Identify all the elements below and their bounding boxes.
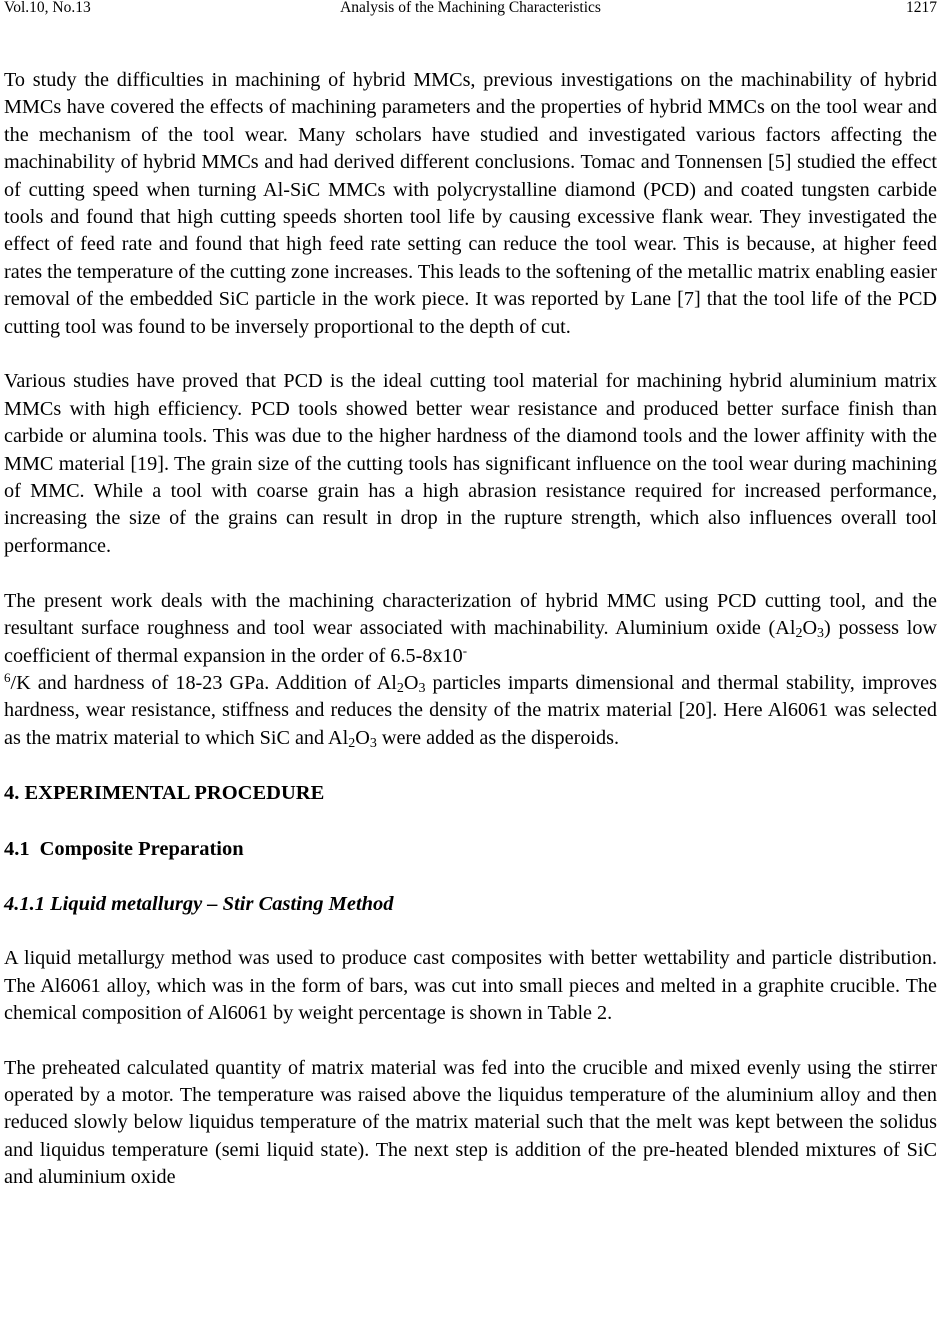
paragraph-preheated-matrix: The preheated calculated quantity of matrix material was fed into the crucible and mixed evenly using the stirrer operated by a motor. The temperature was raised above the liquidus temperature of the aluminium alloy and then reduced slowly below liquidus temperature of the matrix material such that the melt was kept between the solidus and liquidus temperature (semi liquid state). The next step is addition of the pre-heated blended mixtures of SiC and aluminium oxide [4, 1056, 937, 1189]
paragraph-present-work [4, 588, 937, 752]
subscript: 3 [369, 735, 377, 751]
subsection-number: 4.1 [4, 837, 30, 860]
superscript: - [462, 642, 468, 658]
text-run: ) possess low coefficient of thermal expansion in the order of 6.5-8x10 [4, 617, 938, 667]
text-run: O [403, 671, 419, 694]
subscript: 2 [396, 680, 404, 696]
subscript: 2 [348, 735, 356, 751]
running-title: Analysis of the Machining Characteristics [340, 0, 601, 16]
text-run: particles imparts dimensional and thermal stability, improves hardness, wear resistance, stiffness and reduces the density of the matrix material [20]. Here Al6061 was selected as the matrix material to which SiC and Al [4, 671, 937, 749]
document-page [4, 0, 937, 1192]
paragraph-pcd-tools: Various studies have proved that PCD is the ideal cutting tool material for machining hybrid aluminium matrix MMCs with high efficiency. PCD tools showed better wear resistance and produced better surface finish than carbide or alumina tools. This was due to the higher hardness of the diamond tools and the lower affinity with the MMC material [19]. The grain size of the cutting tools has significant influence on the tool wear during machining of MMC. While a tool with coarse grain has a high abrasion resistance required for increased performance, increasing the size of the grains can result in drop in the rupture strength, which also influences overall tool performance. [4, 370, 937, 557]
subscript: 2 [795, 626, 803, 642]
subscript: 3 [817, 626, 825, 642]
text-run: O [802, 617, 818, 640]
text-run: /K and hardness of 18-23 GPa. Addition of Al [10, 671, 397, 694]
page-number: 1217 [906, 0, 937, 16]
text-run: were added as the disperoids. [376, 726, 620, 749]
subsubsection-heading: 4.1.1 Liquid metallurgy – Stir Casting Method [4, 892, 394, 915]
text-run: The present work deals with the machining characterization of hybrid MMC using PCD cutting tool, and the resultant surface roughness and tool wear associated with machinability. Aluminium oxide (Al [4, 589, 937, 640]
section-heading: 4. EXPERIMENTAL PROCEDURE [4, 782, 325, 805]
paragraph-machinability-review: To study the difficulties in machining of hybrid MMCs, previous investigations on the machinability of hybrid MMCs have covered the effects of machining parameters and the properties of hybrid MMCs on the tool wear and the mechanism of the tool wear. Many scholars have studied and investigated various factors affecting the machinability of hybrid MMCs and had derived different conclusions. Tomac and Tonnensen [5] studied the effect of cutting speed when turning Al-SiC MMCs with polycrystalline diamond (PCD) and coated tungsten carbide tools and found that high cutting speeds shorten tool life by causing excessive flank wear. They investigated the effect of feed rate and found that high feed rate setting can reduce the tool wear. This is because, at higher feed rates the temperature of the cutting zone increases. This leads to the softening of the metallic matrix enabling easier removal of the embedded SiC particle in the work piece. It was reported by Lane [7] that the tool life of the PCD cutting tool was found to be inversely proportional to the depth of cut. [4, 69, 937, 338]
volume-label: Vol.10, No.13 [4, 0, 91, 16]
text-run: O [355, 726, 370, 749]
superscript: 6 [4, 669, 11, 685]
running-header [4, 0, 937, 18]
paragraph-liquid-metallurgy: A liquid metallurgy method was used to produce cast composites with better wettability and particle distribution. The Al6061 alloy, which was in the form of bars, was cut into small pieces and melted in a graphite crucible. The chemical composition of Al6061 by weight percentage is shown in Table 2. [4, 947, 937, 1025]
subsection-title: Composite Preparation [39, 837, 244, 860]
subscript: 3 [418, 680, 426, 696]
subsection-heading [4, 836, 937, 863]
